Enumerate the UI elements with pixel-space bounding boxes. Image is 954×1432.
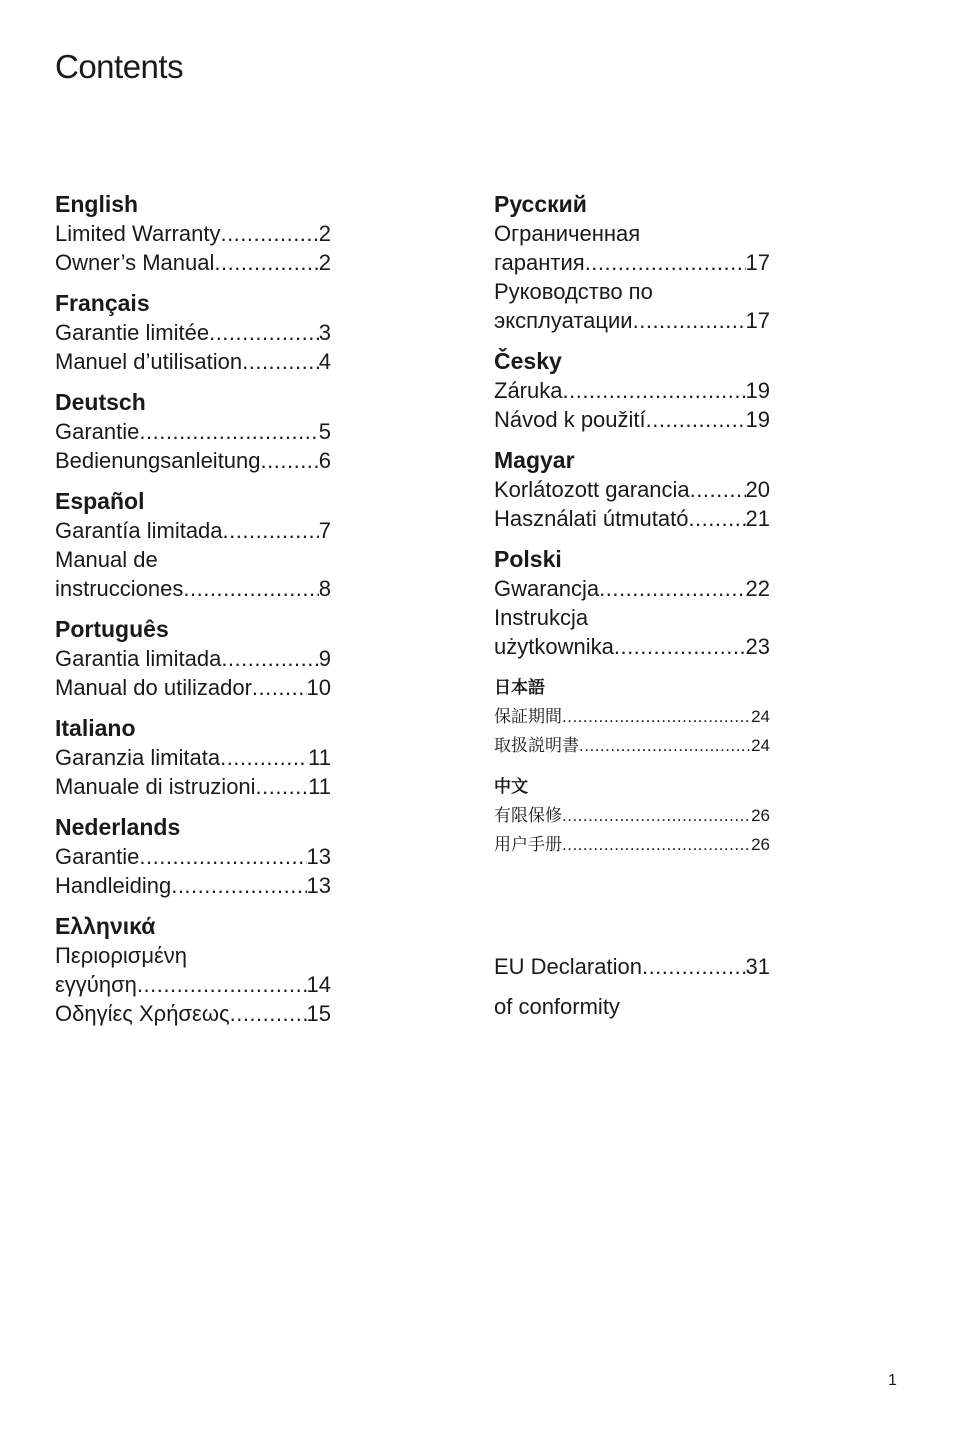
toc-entry-label: Korlátozott garancia (494, 477, 690, 502)
toc-section (55, 289, 331, 376)
toc-entry-label: эксплуатации (494, 308, 633, 333)
toc-entry-row (55, 347, 331, 376)
toc-entry[interactable] (494, 603, 770, 661)
leader-dots (585, 248, 746, 277)
toc-entry[interactable] (494, 405, 770, 434)
toc-entry-row (494, 574, 770, 603)
leader-dots (562, 801, 751, 830)
page-number: 1 (888, 1372, 897, 1389)
section-heading: Italiano (55, 715, 136, 741)
toc-entry-row (55, 871, 331, 900)
toc-entry-page: 24 (751, 736, 770, 755)
toc-entry-page: 19 (745, 407, 770, 432)
toc-column-right (494, 190, 770, 871)
toc-entry-label-line1: Ограниченная (494, 221, 641, 246)
leader-dots (220, 743, 308, 772)
page-title: Contents (55, 48, 184, 85)
leader-dots (642, 950, 746, 984)
toc-entry[interactable] (55, 446, 331, 475)
toc-entry-page: 21 (745, 506, 770, 531)
toc-entry-row (494, 504, 770, 533)
toc-entry-row (55, 318, 331, 347)
toc-entry-page: 8 (318, 576, 331, 601)
toc-entry[interactable] (55, 941, 331, 999)
toc-entry-row (55, 417, 331, 446)
toc-entry[interactable] (494, 574, 770, 603)
toc-entry-page: 13 (306, 873, 331, 898)
toc-entry[interactable] (55, 347, 331, 376)
toc-entry-page: 2 (318, 250, 331, 275)
toc-section (494, 545, 770, 661)
toc-entry-row (494, 731, 770, 760)
toc-entry[interactable] (494, 376, 770, 405)
toc-entry-page: 11 (308, 774, 331, 799)
leader-dots (579, 731, 751, 760)
toc-entry-label: 用户手册 (494, 835, 562, 854)
toc-entry[interactable] (55, 417, 331, 446)
toc-entry-page: 10 (306, 675, 331, 700)
toc-entry[interactable] (494, 219, 770, 277)
toc-entry-label: Bedienungsanleitung (55, 448, 261, 473)
toc-entry-label: εγγύηση (55, 972, 137, 997)
toc-entry[interactable] (494, 277, 770, 335)
leader-dots (688, 504, 745, 533)
toc-section (55, 813, 331, 900)
toc-entry-page: 7 (318, 518, 331, 543)
toc-entry[interactable] (494, 702, 770, 731)
toc-entry-label: Garantie (55, 419, 140, 444)
toc-entry-row (494, 405, 770, 434)
toc-entry[interactable] (55, 842, 331, 871)
toc-section (494, 772, 770, 859)
toc-entry-page: 19 (745, 378, 770, 403)
section-heading: Español (55, 488, 145, 514)
toc-entry-label: Návod k použití (494, 407, 646, 432)
toc-section (55, 190, 331, 277)
toc-section (494, 446, 770, 533)
toc-entry-label: 有限保修 (494, 806, 562, 825)
toc-entry-label: instrucciones (55, 576, 184, 601)
toc-entry[interactable] (55, 743, 331, 772)
toc-entry-label: Owner’s Manual (55, 250, 215, 275)
leader-dots (242, 347, 319, 376)
toc-entry-page: 26 (751, 835, 770, 854)
toc-entry-label-line1: Руководство по (494, 279, 653, 304)
toc-entry-row (55, 673, 331, 702)
toc-section (55, 487, 331, 603)
toc-entry-row (55, 743, 331, 772)
toc-entry[interactable] (494, 475, 770, 504)
toc-entry[interactable] (55, 999, 331, 1028)
toc-entry-page: 31 (745, 954, 770, 979)
toc-entry-page: 26 (751, 806, 770, 825)
toc-entry-label: 保証期間 (494, 707, 562, 726)
toc-section (494, 673, 770, 760)
section-heading: Português (55, 616, 169, 642)
toc-entry[interactable] (55, 871, 331, 900)
leader-dots (599, 574, 745, 603)
toc-section (55, 388, 331, 475)
leader-dots (633, 306, 746, 335)
toc-entry-label-line1: Manual de (55, 547, 158, 572)
toc-entry-row (55, 970, 331, 999)
section-heading: 中文 (494, 777, 528, 796)
toc-entry-label: Garantía limitada (55, 518, 223, 543)
leader-dots (220, 219, 318, 248)
toc-entry-label: 取扱説明書 (494, 736, 579, 755)
leader-dots (690, 475, 746, 504)
toc-entry-label-line1: Instrukcja (494, 605, 589, 630)
leader-dots (221, 644, 318, 673)
toc-entry-label: Használati útmutató (494, 506, 689, 531)
toc-entry[interactable] (55, 673, 331, 702)
leader-dots (139, 842, 306, 871)
toc-entry[interactable] (494, 504, 770, 533)
toc-entry-label: Manuale di istruzioni (55, 774, 256, 799)
toc-entry[interactable] (55, 545, 331, 603)
toc-entry-page: 5 (318, 419, 331, 444)
leader-dots (137, 970, 307, 999)
toc-entry[interactable] (55, 644, 331, 673)
toc-entry-label: EU Declaration (494, 954, 642, 979)
toc-entry-page: 20 (745, 477, 770, 502)
toc-entry-page: 14 (306, 972, 331, 997)
toc-entry-page: 11 (308, 745, 331, 770)
section-heading: Русский (494, 191, 587, 217)
toc-entry[interactable] (494, 830, 770, 859)
eu-declaration (494, 950, 770, 1024)
toc-entry-label: Garantia limitada (55, 646, 222, 671)
toc-entry-row (55, 516, 331, 545)
toc-entry-row (494, 248, 770, 277)
leader-dots (252, 673, 307, 702)
toc-entry-page: 15 (306, 1001, 331, 1026)
toc-section (494, 347, 770, 434)
toc-entry-row (55, 644, 331, 673)
toc-entry[interactable] (55, 248, 331, 277)
toc-entry-page: 13 (306, 844, 331, 869)
leader-dots (209, 318, 319, 347)
section-heading: 日本語 (494, 678, 545, 697)
leader-dots (562, 376, 745, 405)
toc-entry-row (494, 306, 770, 335)
toc-entry-label: Garantie limitée (55, 320, 210, 345)
toc-section (55, 912, 331, 1028)
toc-entry-label: Handleiding (55, 873, 172, 898)
leader-dots (214, 248, 318, 277)
toc-entry-page: 23 (745, 634, 770, 659)
toc-entry-row (55, 842, 331, 871)
toc-entry[interactable] (494, 731, 770, 760)
toc-entry-label: Garantie (55, 844, 140, 869)
leader-dots (139, 417, 318, 446)
toc-entry-row (55, 772, 331, 801)
eu-declaration-subtext: of conformity (494, 994, 620, 1019)
section-heading: Deutsch (55, 389, 146, 415)
toc-entry-page: 24 (751, 707, 770, 726)
toc-entry-row (55, 574, 331, 603)
toc-entry-page: 2 (318, 221, 331, 246)
toc-entry-row (55, 446, 331, 475)
leader-dots (230, 999, 307, 1028)
leader-dots (261, 446, 319, 475)
section-heading: Česky (494, 348, 562, 374)
leader-dots (183, 574, 318, 603)
toc-entry[interactable] (55, 516, 331, 545)
toc-entry-label: użytkownika (494, 634, 614, 659)
toc-column-left (55, 190, 331, 1040)
section-heading: Polski (494, 546, 562, 572)
toc-entry-row (55, 999, 331, 1028)
leader-dots (646, 405, 746, 434)
section-heading: Ελληνικά (55, 913, 156, 939)
toc-entry-page: 17 (745, 250, 770, 275)
toc-entry-row (494, 702, 770, 731)
leader-dots (562, 702, 751, 731)
leader-dots (614, 632, 746, 661)
section-heading: Français (55, 290, 150, 316)
toc-entry-page: 4 (318, 349, 331, 374)
toc-entry-label: Οδηγίες Χρήσεως (55, 1001, 230, 1026)
toc-entry[interactable] (55, 219, 331, 248)
leader-dots (171, 871, 306, 900)
toc-entry-row (494, 801, 770, 830)
toc-entry-page: 6 (318, 448, 331, 473)
toc-entry-page: 9 (318, 646, 331, 671)
toc-entry-row (494, 632, 770, 661)
leader-dots (256, 772, 309, 801)
toc-entry-label: Gwarancja (494, 576, 600, 601)
section-heading: Nederlands (55, 814, 181, 840)
leader-dots (562, 830, 751, 859)
toc-entry-row (55, 219, 331, 248)
toc-entry[interactable] (55, 772, 331, 801)
toc-entry-row (55, 248, 331, 277)
toc-entry-page: 3 (318, 320, 331, 345)
leader-dots (223, 516, 319, 545)
toc-entry-page: 17 (745, 308, 770, 333)
toc-entry-label: Limited Warranty (55, 221, 221, 246)
section-heading: Magyar (494, 447, 575, 473)
toc-entry[interactable] (494, 801, 770, 830)
toc-entry-label: Manuel d’utilisation (55, 349, 243, 374)
toc-entry-label-line1: Περιορισμένη (55, 943, 188, 968)
section-heading: English (55, 191, 139, 217)
toc-entry-label: Záruka (494, 378, 563, 403)
toc-entry-label: гарантия (494, 250, 585, 275)
toc-section (55, 714, 331, 801)
toc-section (55, 615, 331, 702)
toc-entry-label: Garanzia limitata (55, 745, 221, 770)
toc-entry-page: 22 (745, 576, 770, 601)
toc-entry-label: Manual do utilizador (55, 675, 252, 700)
toc-entry-eu-declaration[interactable] (494, 950, 770, 984)
toc-entry[interactable] (55, 318, 331, 347)
toc-section (494, 190, 770, 335)
toc-entry-row (494, 475, 770, 504)
toc-entry-row (494, 830, 770, 859)
toc-entry-row (494, 376, 770, 405)
